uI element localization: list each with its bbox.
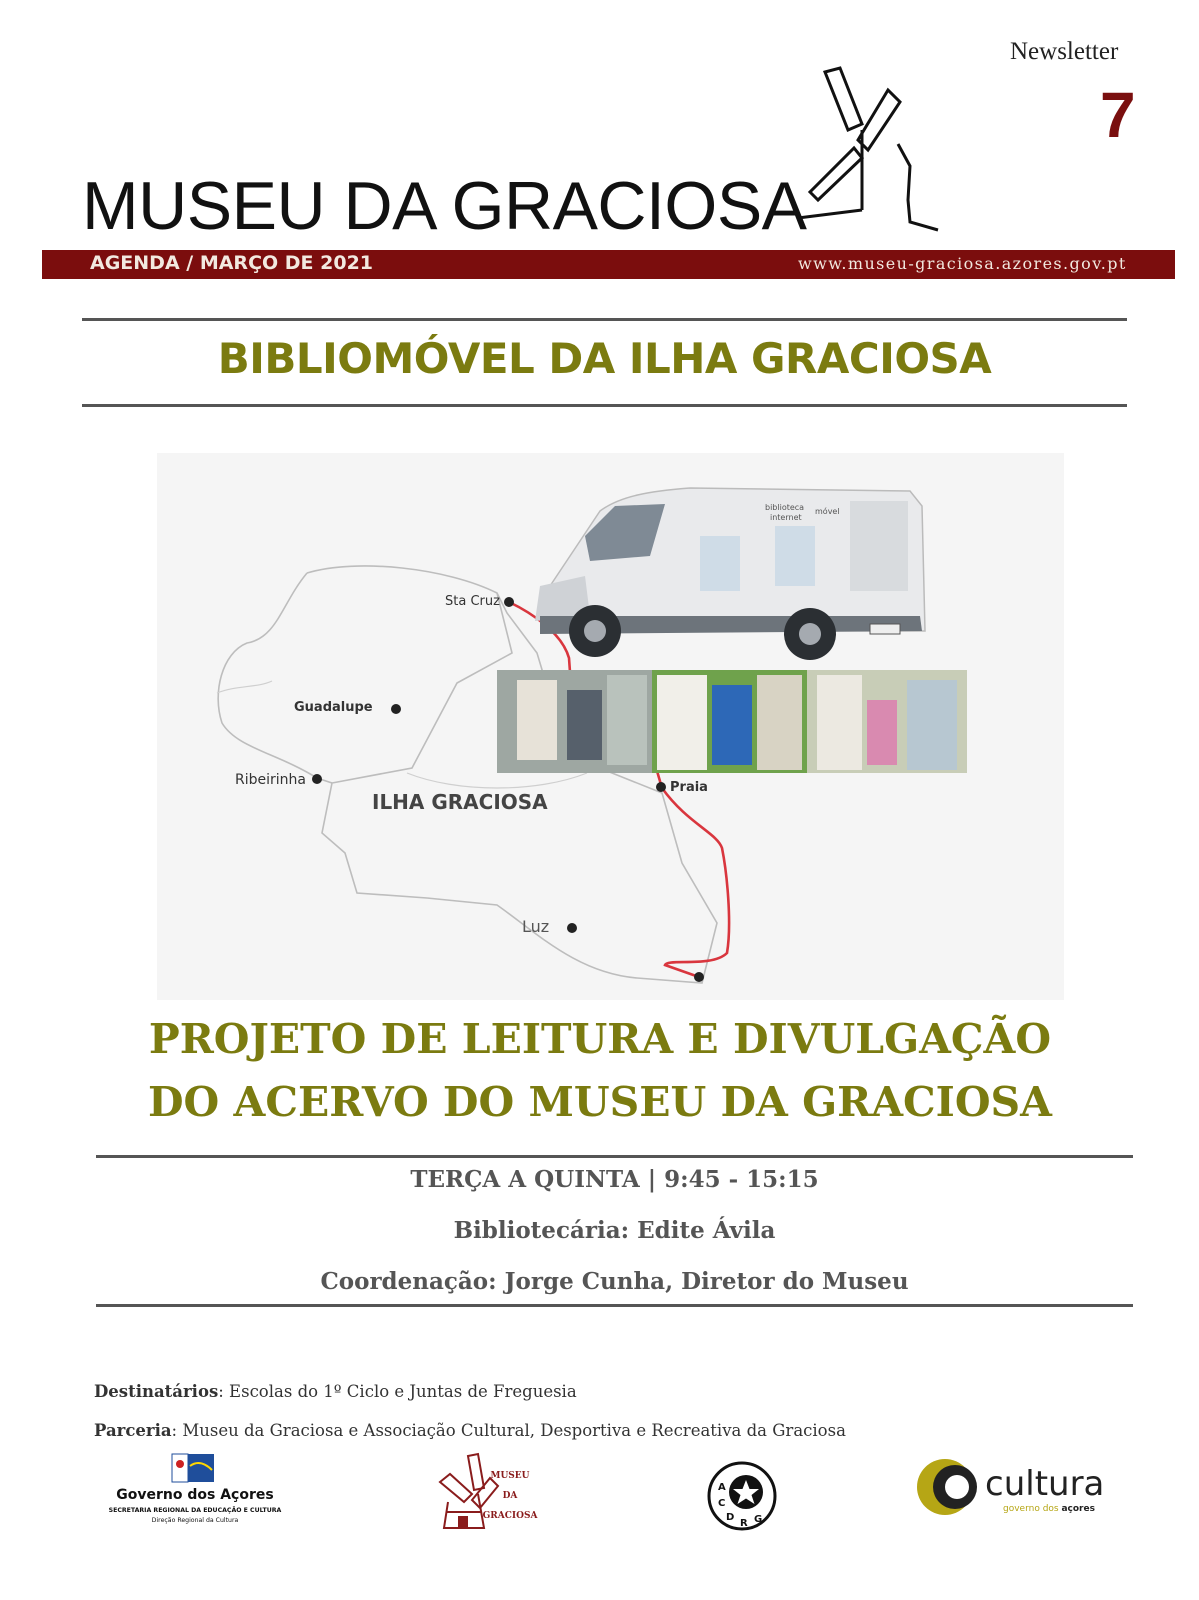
acdrg-letter-a: A: [718, 1482, 726, 1493]
partnership-label: Parceria: [94, 1421, 172, 1440]
project-title-line2: DO ACERVO DO MUSEU DA GRACIOSA: [148, 1078, 1052, 1126]
issue-number: 7: [1100, 79, 1136, 151]
librarian: Bibliotecária: Edite Ávila: [453, 1217, 776, 1244]
label-ribeirinha: Ribeirinha: [235, 772, 306, 788]
title-bottom-rule: [82, 404, 1127, 407]
partnership-line: [94, 1421, 846, 1440]
label-guadalupe: Guadalupe: [294, 700, 373, 715]
museu-graciosa-logo: [430, 1452, 538, 1534]
van-text-internet: internet: [770, 513, 802, 522]
acdrg-letter-g: G: [754, 1514, 763, 1525]
acdrg-letter-d: D: [726, 1512, 735, 1523]
van-text-biblioteca: biblioteca: [765, 503, 805, 512]
route-end-dot: [694, 972, 704, 982]
museu-logo-text-3: GRACIOSA: [482, 1511, 538, 1521]
island-label: ILHA GRACIOSA: [372, 790, 548, 814]
ribeirinha-dot: [312, 774, 322, 784]
governo-sub2: Direção Regional da Cultura: [151, 1517, 239, 1524]
library-photos-strip: [497, 670, 967, 773]
museum-title: MUSEU DA GRACIOSA: [82, 168, 807, 244]
recipients-value: : Escolas do 1º Ciclo e Juntas de Freguesia: [218, 1382, 577, 1401]
recipients-label: Destinatários: [94, 1382, 219, 1401]
title-top-rule: [82, 318, 1127, 321]
recipients-line: [94, 1382, 577, 1401]
guadalupe-dot: [391, 704, 401, 714]
cultura-acores-logo: [915, 1455, 1125, 1520]
governo-name: Governo dos Açores: [116, 1487, 274, 1503]
bibliomovel-van-photo: [530, 466, 950, 666]
website-url[interactable]: www.museu-graciosa.azores.gov.pt: [798, 254, 1127, 273]
praia-dot: [656, 782, 666, 792]
museu-logo-text-2: DA: [502, 1491, 518, 1501]
label-sta-cruz: Sta Cruz: [445, 594, 500, 609]
info-top-rule: [96, 1155, 1133, 1158]
sta-cruz-dot: [504, 597, 514, 607]
partnership-value: : Museu da Graciosa e Associação Cultural, Desportiva e Recreativa da Graciosa: [171, 1421, 846, 1440]
van-text-movel: móvel: [815, 507, 840, 516]
newsletter-label: Newsletter: [1010, 38, 1119, 65]
label-luz: Luz: [522, 917, 550, 936]
section-title: BIBLIOMÓVEL DA ILHA GRACIOSA: [217, 334, 992, 383]
project-title: [60, 1008, 1140, 1134]
governo-acores-logo: [90, 1452, 300, 1530]
agenda-label: AGENDA / MARÇO DE 2021: [90, 252, 374, 274]
schedule: TERÇA A QUINTA | 9:45 - 15:15: [410, 1166, 819, 1193]
governo-sub1: SECRETARIA REGIONAL DA EDUCAÇÃO E CULTURA: [108, 1507, 282, 1514]
acdrg-letter-c: C: [718, 1498, 726, 1509]
cultura-word: cultura: [985, 1464, 1105, 1504]
museu-logo-text-1: MUSEU: [490, 1471, 530, 1481]
cultura-subtitle: governo dos açores: [1003, 1504, 1095, 1514]
acdrg-logo: [706, 1460, 778, 1532]
coordination: Coordenação: Jorge Cunha, Diretor do Museu: [320, 1268, 909, 1295]
project-title-line1: PROJETO DE LEITURA E DIVULGAÇÃO: [148, 1015, 1052, 1063]
info-bottom-rule: [96, 1304, 1133, 1307]
label-praia: Praia: [670, 780, 708, 795]
luz-dot: [567, 923, 577, 933]
acdrg-letter-r: R: [740, 1518, 748, 1529]
